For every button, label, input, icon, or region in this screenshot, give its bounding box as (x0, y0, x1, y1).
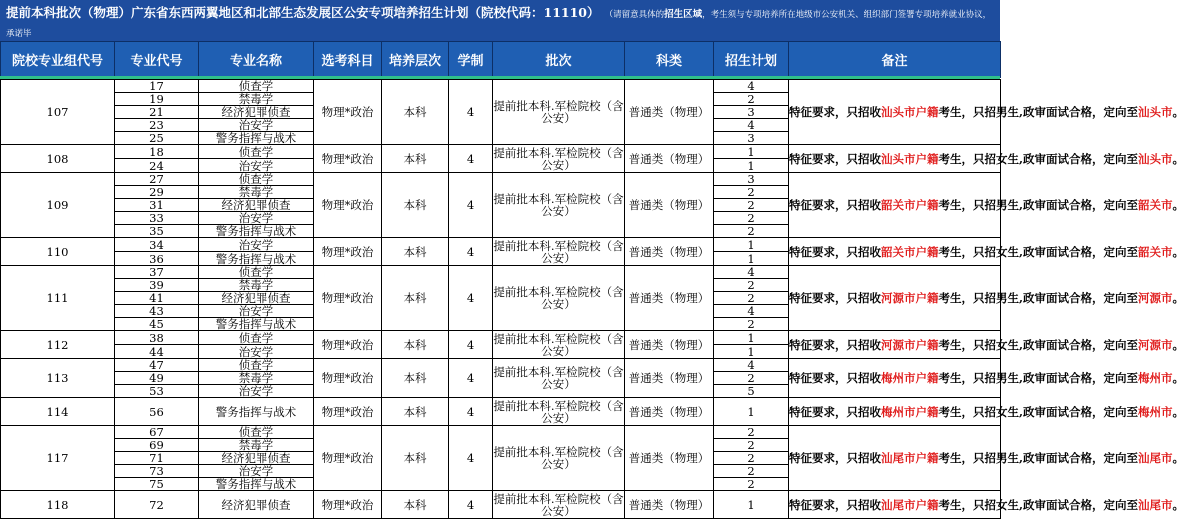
batch-cell: 提前批本科.军检院校（含公安） (493, 331, 624, 358)
page-title: 提前本科批次（物理）广东省东西两翼地区和北部生态发展区公安专项培养招生计划（院校代码：11110） (6, 5, 600, 20)
level-cell: 本科 (382, 173, 449, 238)
batch-cell: 提前批本科.军检院校（含公安） (493, 238, 624, 265)
plan-cell: 5 (714, 385, 789, 398)
table-body (0, 79, 1184, 519)
major-code-cell: 23 (115, 119, 199, 132)
subject-cell: 物理*政治 (314, 266, 382, 331)
batch-cell: 提前批本科.军检院校（含公安） (493, 359, 625, 398)
major-name-cell: 经济犯罪侦查 (199, 199, 314, 212)
plan-cell: 1 (714, 331, 789, 345)
major-name-cell: 禁毒学 (199, 93, 314, 106)
major-name-cell: 侦查学 (199, 145, 314, 159)
note-cell: 特征要求，只招收韶关市户籍考生，只招男生,政审面试合格，定向至韶关市。 (789, 173, 1001, 238)
major-code-cell: 72 (115, 491, 199, 519)
table-row (1, 145, 1001, 159)
major-name-cell: 禁毒学 (199, 372, 314, 385)
major-name-cell: 经济犯罪侦查 (199, 491, 314, 519)
note-city: 河源市 (1138, 291, 1173, 305)
major-name-cell: 经济犯罪侦查 (199, 452, 314, 465)
major-code-cell: 53 (115, 385, 199, 398)
plan-cell: 1 (714, 398, 789, 426)
group-code-cell: 118 (1, 491, 115, 519)
major-code-cell: 19 (115, 93, 199, 106)
plan-cell: 2 (714, 372, 789, 385)
header-major-code: 专业代号 (115, 42, 199, 78)
note-city-huji: 汕尾市户籍 (881, 497, 939, 512)
major-name-cell: 警务指挥与战术 (199, 318, 314, 331)
note-city: 梅州市 (1138, 404, 1173, 419)
subject-cell: 物理*政治 (314, 426, 382, 491)
major-name-cell: 治安学 (199, 345, 314, 359)
major-code-cell: 24 (115, 159, 199, 173)
major-code-cell: 41 (115, 292, 199, 305)
group-code-cell: 107 (1, 80, 115, 145)
level-cell: 本科 (382, 359, 449, 398)
group-code-cell: 112 (1, 331, 115, 359)
major-code-cell: 21 (115, 106, 199, 119)
plan-cell: 2 (714, 186, 789, 199)
major-code-cell: 37 (115, 266, 199, 279)
level-cell: 本科 (382, 331, 449, 359)
header-plan: 招生计划 (714, 42, 789, 78)
header-group-code: 院校专业组代号 (1, 42, 115, 78)
major-code-cell: 34 (115, 238, 199, 252)
major-code-cell: 17 (115, 80, 199, 93)
plan-cell: 1 (714, 145, 789, 159)
major-name-cell: 禁毒学 (199, 439, 314, 452)
note-city-huji: 河源市户籍 (881, 337, 939, 352)
admission-plan-table (0, 41, 1184, 518)
years-cell: 4 (449, 145, 493, 173)
subject-cell: 物理*政治 (314, 398, 382, 426)
major-code-cell: 27 (115, 173, 199, 186)
note-city: 河源市 (1138, 337, 1173, 352)
major-code-cell: 36 (115, 252, 199, 266)
major-code-cell: 47 (115, 359, 199, 372)
major-name-cell: 侦查学 (199, 80, 314, 93)
years-cell: 4 (449, 173, 493, 238)
plan-cell: 1 (714, 252, 789, 266)
batch-cell: 提前批本科.军检院校（含公安） (493, 173, 625, 238)
major-name-cell: 治安学 (199, 305, 314, 318)
group-code-cell: 111 (1, 266, 115, 331)
category-cell: 普通类（物理） (625, 145, 714, 173)
note-cell: 特征要求，只招收梅州市户籍考生，只招女生,政审面试合格，定向至梅州市。 (789, 398, 1001, 426)
major-code-cell: 69 (115, 439, 199, 452)
plan-cell: 1 (714, 491, 789, 519)
header-subject: 选考科目 (314, 42, 382, 78)
plan-cell: 4 (714, 305, 789, 318)
category-cell: 普通类（物理） (625, 398, 714, 426)
group-code-cell: 108 (1, 145, 115, 173)
years-cell: 4 (449, 238, 493, 266)
header-batch: 批次 (493, 42, 625, 78)
years-cell: 4 (449, 426, 493, 491)
major-name-cell: 警务指挥与战术 (199, 252, 314, 266)
category-cell: 普通类（物理） (625, 238, 714, 266)
table-row (1, 491, 1001, 519)
plan-cell: 2 (714, 465, 789, 478)
category-cell: 普通类（物理） (625, 173, 714, 238)
major-name-cell: 治安学 (199, 238, 314, 252)
category-cell: 普通类（物理） (625, 266, 714, 331)
subject-cell: 物理*政治 (314, 491, 382, 519)
batch-cell: 提前批本科.军检院校（含公安） (493, 491, 624, 518)
major-code-cell: 45 (115, 318, 199, 331)
note-cell: 特征要求，只招收梅州市户籍考生，只招男生,政审面试合格，定向至梅州市。 (789, 359, 1001, 398)
plan-cell: 4 (714, 119, 789, 132)
level-cell: 本科 (382, 398, 449, 426)
years-cell: 4 (449, 266, 493, 331)
note-city: 韶关市 (1138, 244, 1173, 259)
page-title-bar (0, 0, 1000, 41)
years-cell: 4 (449, 398, 493, 426)
note-cell: 特征要求，只招收汕头市户籍考生，只招女生,政审面试合格，定向至汕头市。 (789, 145, 1001, 173)
major-code-cell: 31 (115, 199, 199, 212)
note-cell: 特征要求，只招收河源市户籍考生，只招男生,政审面试合格，定向至河源市。 (789, 266, 1001, 331)
note-city-huji: 汕尾市户籍 (881, 451, 939, 465)
major-code-cell: 33 (115, 212, 199, 225)
level-cell: 本科 (382, 266, 449, 331)
note-cell: 特征要求，只招收河源市户籍考生，只招女生,政审面试合格，定向至河源市。 (789, 331, 1001, 359)
major-name-cell: 治安学 (199, 465, 314, 478)
major-name-cell: 禁毒学 (199, 279, 314, 292)
group-code-cell: 110 (1, 238, 115, 266)
subject-cell: 物理*政治 (314, 359, 382, 398)
major-code-cell: 56 (115, 398, 199, 426)
plan-cell: 2 (714, 452, 789, 465)
level-cell: 本科 (382, 145, 449, 173)
major-code-cell: 71 (115, 452, 199, 465)
batch-cell: 提前批本科.军检院校（含公安） (493, 266, 625, 331)
major-code-cell: 35 (115, 225, 199, 238)
header-years: 学制 (449, 42, 493, 78)
table-row (1, 398, 1001, 426)
years-cell: 4 (449, 359, 493, 398)
major-code-cell: 75 (115, 478, 199, 491)
table-header (0, 41, 1001, 78)
note-city-huji: 梅州市户籍 (881, 404, 939, 419)
batch-cell: 提前批本科.军检院校（含公安） (493, 145, 624, 172)
group-code-cell: 113 (1, 359, 115, 398)
years-cell: 4 (449, 491, 493, 519)
major-code-cell: 44 (115, 345, 199, 359)
plan-cell: 3 (714, 173, 789, 186)
note-cell: 特征要求，只招收韶关市户籍考生，只招女生,政审面试合格，定向至韶关市。 (789, 238, 1001, 266)
plan-cell: 2 (714, 426, 789, 439)
major-name-cell: 警务指挥与战术 (199, 132, 314, 145)
major-code-cell: 29 (115, 186, 199, 199)
major-name-cell: 禁毒学 (199, 186, 314, 199)
major-name-cell: 侦查学 (199, 173, 314, 186)
plan-cell: 1 (714, 345, 789, 359)
note-city: 汕尾市 (1138, 497, 1173, 512)
plan-cell: 2 (714, 279, 789, 292)
note-cell: 特征要求，只招收汕尾市户籍考生，只招女生,政审面试合格，定向至汕尾市。 (789, 491, 1001, 519)
category-cell: 普通类（物理） (625, 426, 714, 491)
note-city: 汕头市 (1138, 105, 1173, 119)
table-row (1, 238, 1001, 252)
major-code-cell: 18 (115, 145, 199, 159)
note-city: 汕尾市 (1138, 451, 1173, 465)
subject-cell: 物理*政治 (314, 145, 382, 173)
subject-cell: 物理*政治 (314, 173, 382, 238)
category-cell: 普通类（物理） (625, 491, 714, 519)
plan-cell: 1 (714, 238, 789, 252)
level-cell: 本科 (382, 426, 449, 491)
note-city: 韶关市 (1138, 198, 1173, 212)
plan-cell: 2 (714, 199, 789, 212)
note-city-huji: 韶关市户籍 (881, 244, 939, 259)
plan-cell: 4 (714, 266, 789, 279)
note-city-huji: 梅州市户籍 (881, 371, 939, 385)
major-name-cell: 经济犯罪侦查 (199, 106, 314, 119)
category-cell: 普通类（物理） (625, 80, 714, 145)
header-category: 科类 (625, 42, 714, 78)
note-city-huji: 韶关市户籍 (881, 198, 939, 212)
category-cell: 普通类（物理） (625, 331, 714, 359)
major-code-cell: 67 (115, 426, 199, 439)
major-code-cell: 49 (115, 372, 199, 385)
header-note: 备注 (789, 42, 1001, 78)
major-code-cell: 25 (115, 132, 199, 145)
table-row (1, 359, 1001, 372)
major-code-cell: 73 (115, 465, 199, 478)
plan-cell: 2 (714, 212, 789, 225)
table-row (1, 173, 1001, 186)
plan-cell: 2 (714, 93, 789, 106)
group-code-cell: 117 (1, 426, 115, 491)
major-name-cell: 侦查学 (199, 426, 314, 439)
plan-cell: 4 (714, 80, 789, 93)
batch-cell: 提前批本科.军检院校（含公安） (493, 426, 625, 491)
subject-cell: 物理*政治 (314, 238, 382, 266)
major-name-cell: 警务指挥与战术 (199, 398, 314, 426)
group-code-cell: 114 (1, 398, 115, 426)
note-cell: 特征要求，只招收汕尾市户籍考生，只招男生,政审面试合格，定向至汕尾市。 (789, 426, 1001, 491)
major-code-cell: 38 (115, 331, 199, 345)
note-city: 梅州市 (1138, 371, 1173, 385)
plan-cell: 3 (714, 106, 789, 119)
plan-cell: 2 (714, 478, 789, 491)
table-row (1, 266, 1001, 279)
major-name-cell: 侦查学 (199, 266, 314, 279)
major-name-cell: 警务指挥与战术 (199, 225, 314, 238)
note-city: 汕头市 (1138, 151, 1173, 166)
subject-cell: 物理*政治 (314, 331, 382, 359)
header-major-name: 专业名称 (199, 42, 314, 78)
plan-cell: 2 (714, 318, 789, 331)
group-code-cell: 109 (1, 173, 115, 238)
note-city-huji: 河源市户籍 (881, 291, 939, 305)
batch-cell: 提前批本科.军检院校（含公安） (493, 398, 624, 425)
table-row (1, 80, 1001, 93)
level-cell: 本科 (382, 80, 449, 145)
plan-cell: 3 (714, 132, 789, 145)
major-name-cell: 侦查学 (199, 331, 314, 345)
table-row (1, 426, 1001, 439)
plan-cell: 2 (714, 439, 789, 452)
category-cell: 普通类（物理） (625, 359, 714, 398)
years-cell: 4 (449, 80, 493, 145)
plan-cell: 2 (714, 292, 789, 305)
note-city-huji: 汕头市户籍 (881, 151, 939, 166)
note-city-huji: 汕头市户籍 (881, 105, 939, 119)
plan-cell: 1 (714, 159, 789, 173)
level-cell: 本科 (382, 491, 449, 519)
header-level: 培养层次 (382, 42, 449, 78)
major-code-cell: 43 (115, 305, 199, 318)
major-name-cell: 侦查学 (199, 359, 314, 372)
plan-cell: 2 (714, 225, 789, 238)
batch-cell: 提前批本科.军检院校（含公安） (493, 80, 625, 145)
major-name-cell: 警务指挥与战术 (199, 478, 314, 491)
note-cell: 特征要求，只招收汕头市户籍考生，只招男生,政审面试合格，定向至汕头市。 (789, 80, 1001, 145)
plan-cell: 4 (714, 359, 789, 372)
level-cell: 本科 (382, 238, 449, 266)
major-name-cell: 治安学 (199, 212, 314, 225)
major-name-cell: 经济犯罪侦查 (199, 292, 314, 305)
major-name-cell: 治安学 (199, 159, 314, 173)
title-note: （请留意具体的招生区域，考生须与专项培养所在地级市公安机关、组织部门签署专项培养就业协议，承诺毕 (6, 9, 992, 39)
major-code-cell: 39 (115, 279, 199, 292)
table-row (1, 331, 1001, 345)
subject-cell: 物理*政治 (314, 80, 382, 145)
major-name-cell: 治安学 (199, 385, 314, 398)
years-cell: 4 (449, 331, 493, 359)
major-name-cell: 治安学 (199, 119, 314, 132)
